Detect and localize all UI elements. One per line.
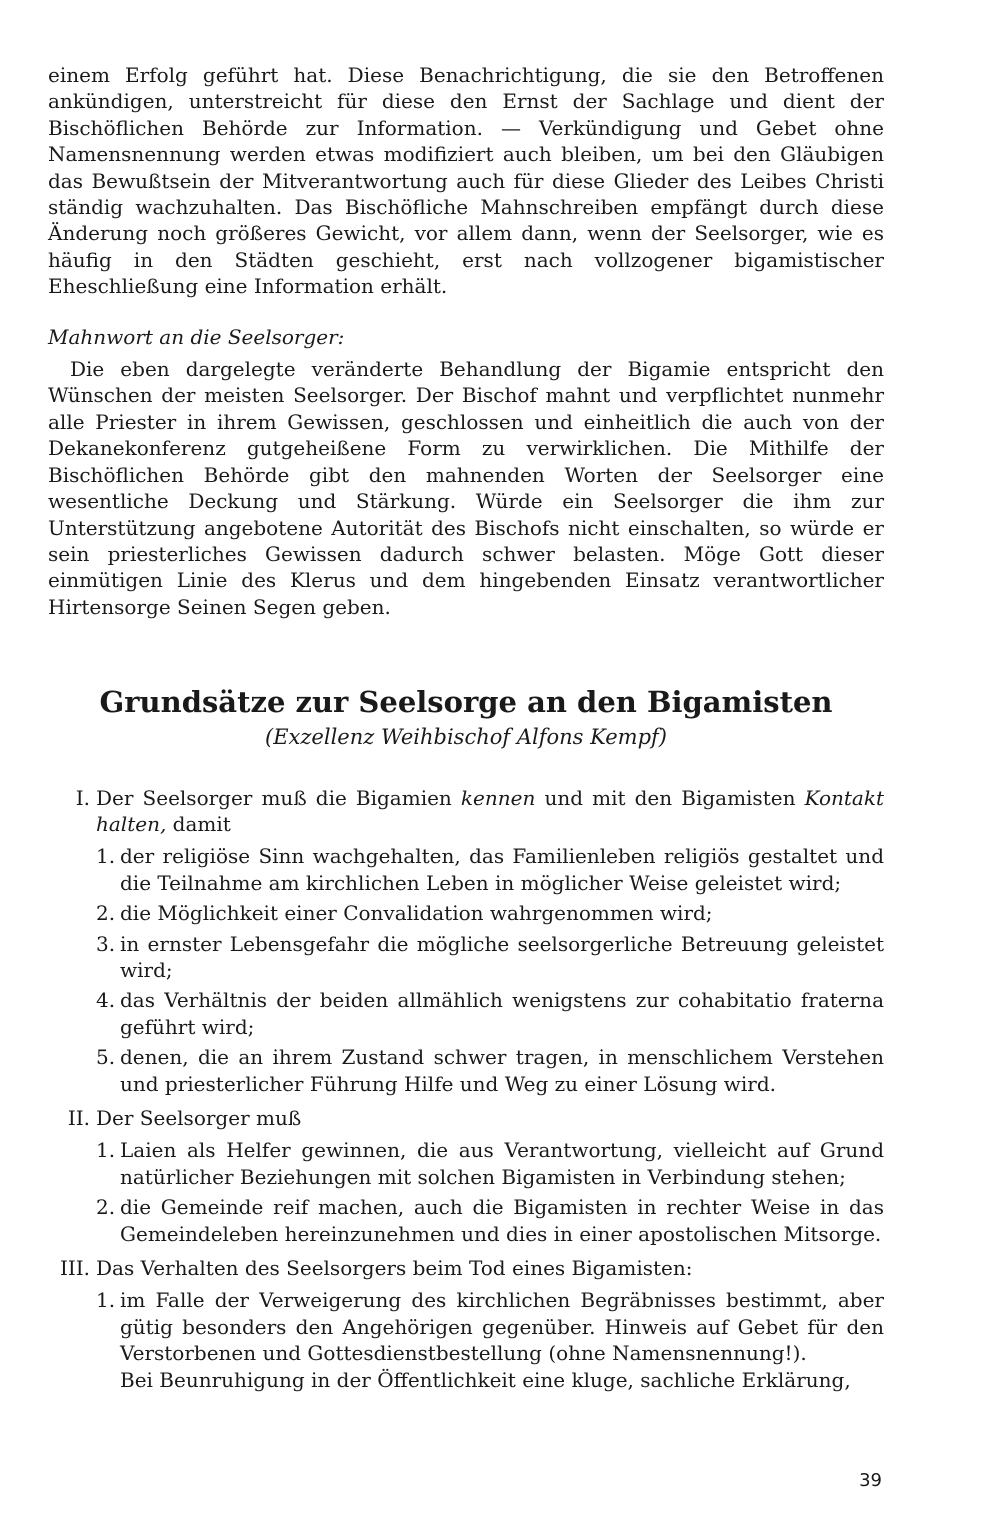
section-number: I. [75,785,90,810]
principle-section [48,1255,884,1393]
item-text: die Möglichkeit einer Convalidation wahrgenommen wird; [120,901,713,926]
section-number: III. [59,1256,90,1281]
item-number: 5. [96,1045,116,1070]
item-continuation: Bei Beunruhigung in der Öffentlichkeit eine kluge, sachliche Erklärung, [120,1367,851,1392]
item-number: 2. [96,901,116,926]
section-text: Der Seelsorger muß die Bigamien kennen und mit den Bigamisten Kontakt halten, damit [96,785,885,836]
page-number: 39 [859,1470,882,1491]
page-content [48,62,884,1401]
item-text: Laien als Helfer gewinnen, die aus Verantwortung, vielleicht auf Grund natürlicher Beziehungen mit solchen Bigamisten in Verbindung stehen; [120,1138,884,1189]
principle-section [48,785,884,1097]
item-text: im Falle der Verweigerung des kirchlichen Begräbnisses bestimmt, aber gütig besonders den Angehörigen gegenüber. Hinweis auf Gebet für den Verstorbenen und Gottesdienstbestellung (ohne Namensnennung!). [120,1288,884,1366]
emphasis: Kontakt halten, [96,785,885,836]
item-text: der religiöse Sinn wachgehalten, das Familienleben religiös gestaltet und die Teilnahme am kirchlichen Leben in möglicher Weise geleistet wird; [120,844,884,895]
mahnwort-heading: Mahnwort an die Seelsorger: [48,324,345,349]
item-number: 2. [96,1195,116,1220]
item-text: die Gemeinde reif machen, auch die Bigamisten in rechter Weise in das Gemeindeleben hereinzunehmen und dies in einer apostolischen Mitsorge. [120,1195,884,1246]
item-text: das Verhältnis der beiden allmählich wenigstens zur cohabitatio fraterna geführt wird; [120,988,884,1039]
list-item [96,1044,884,1097]
list-item [96,1287,884,1393]
item-text: in ernster Lebensgefahr die mögliche seelsorgerliche Betreuung geleistet wird; [120,931,884,982]
list-item [96,1194,884,1247]
section-text: Das Verhalten des Seelsorgers beim Tod eines Bigamisten: [96,1256,693,1281]
item-number: 1. [96,1288,116,1313]
section-items [96,843,884,1097]
item-number: 1. [96,844,116,869]
item-number: 4. [96,988,116,1013]
list-item [96,931,884,984]
section-items [96,1287,884,1393]
item-number: 3. [96,931,116,956]
principle-section [48,1105,884,1247]
emphasis: kennen [460,785,536,810]
section-number: II. [67,1106,90,1130]
section-subtitle: (Exzellenz Weihbischof Alfons Kempf) [265,725,667,750]
list-item [96,900,884,926]
list-item [96,843,884,896]
principles-list [48,785,884,1394]
item-number: 1. [96,1138,116,1163]
section-items [96,1137,884,1247]
section-text: Der Seelsorger muß [96,1106,302,1130]
section-title: Grundsätze zur Seelsorge an den Bigamisten [99,685,833,720]
list-item [96,1137,884,1190]
mahnwort-paragraph: Die eben dargelegte veränderte Behandlung der Bigamie entspricht den Wünschen der meisten Seelsorger. Der Bischof mahnt und verpflichtet nunmehr alle Priester in ihrem Gewissen, geschlossen und einheitlich die auch von der Dekanekonferenz gutgeheißene Form zu verwirklichen. Die Mithilfe der Bischöflichen Behörde gibt den mahnenden Worten der Seelsorger eine wesentliche Deckung und Stärkung. Würde ein Seelsorger die ihm zur Unterstützung angebotene Autorität des Bischofs nicht einschalten, so würde er sein priesterliches Gewissen dadurch schwer belasten. Möge Gott dieser einmütigen Linie des Klerus und dem hingebenden Einsatz verantwortlicher Hirtensorge Seinen Segen geben. [48,357,884,619]
list-item [96,987,884,1040]
top-paragraph: einem Erfolg geführt hat. Diese Benachrichtigung, die sie den Betroffenen ankündigen, unterstreicht für diese den Ernst der Sachlage und dient der Bischöflichen Behörde zur Information. — Verkündigung und Gebet ohne Namensnennung werden etwas modifiziert auch bleiben, um bei den Gläubigen das Bewußtsein der Mitverantwortung auch für diese Glieder des Leibes Christi ständig wachzuhalten. Das Bischöfliche Mahnschreiben empfängt durch diese Änderung noch größeres Gewicht, vor allem dann, wenn der Seelsorger, wie es häufig in den Städten geschieht, erst nach vollzogener bigamistischer Eheschließung eine Information erhält. [48,63,884,299]
item-text: denen, die an ihrem Zustand schwer tragen, in menschlichem Verstehen und priesterlicher Führung Hilfe und Weg zu einer Lösung wird. [120,1045,884,1096]
